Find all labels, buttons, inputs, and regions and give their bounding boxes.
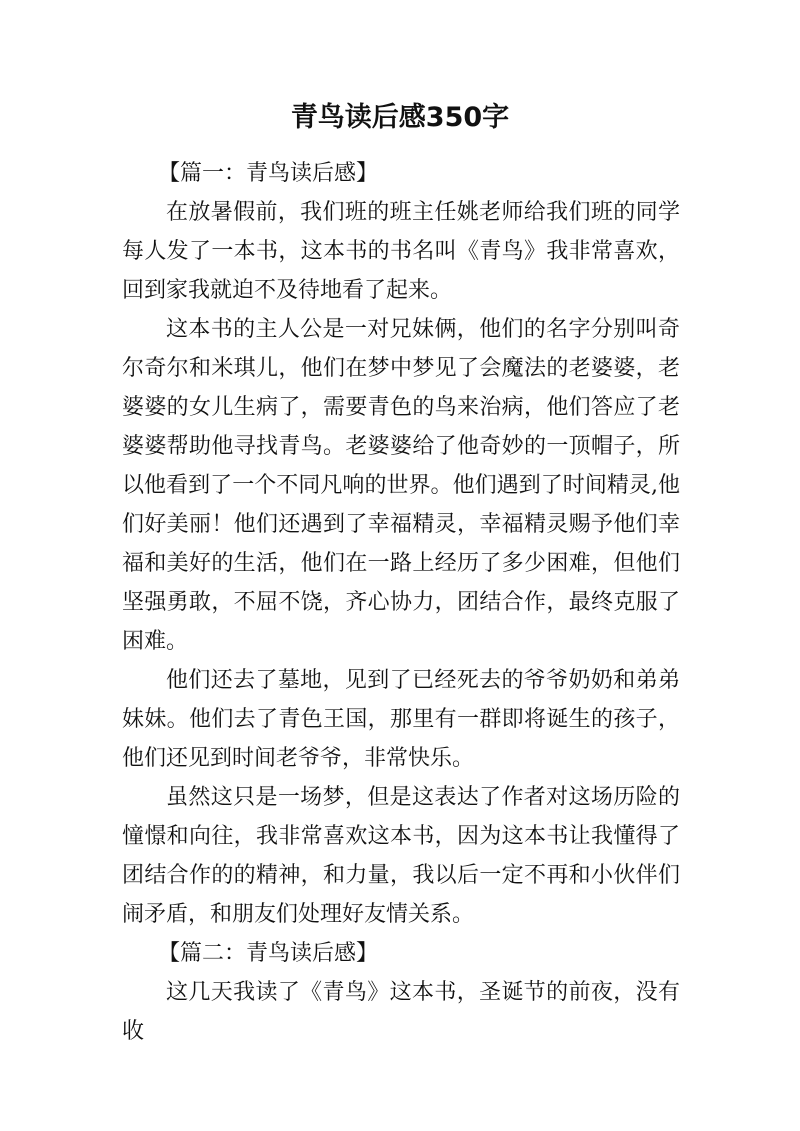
paragraph: 他们还去了墓地，见到了已经死去的爷爷奶奶和弟弟妹妹。他们去了青色王国，那里有一群即将诞生的孩子，他们还见到时间老爷爷，非常快乐。 [122, 668, 680, 771]
document-body [122, 154, 680, 1051]
paragraph: 虽然这只是一场梦，但是这表达了作者对这场历险的憧憬和向往，我非常喜欢这本书，因为这本书让我懂得了团结合作的的精神，和力量，我以后一定不再和小伙伴们闹矛盾，和朋友们处理好友情关系。 [122, 785, 680, 927]
section-heading: 【篇二：青鸟读后感】 [158, 941, 379, 966]
paragraph: 在放暑假前，我们班的班主任姚老师给我们班的同学每人发了一本书，这本书的书名叫《青鸟》我非常喜欢，回到家我就迫不及待地看了起来。 [122, 200, 680, 303]
paragraph: 这本书的主人公是一对兄妹俩，他们的名字分别叫奇尔奇尔和米琪儿，他们在梦中梦见了会魔法的老婆婆，老婆婆的女儿生病了，需要青色的鸟来治病，他们答应了老婆婆帮助他寻找青鸟。老婆婆给了他奇妙的一顶帽子，所以他看到了一个不同凡响的世界。他们遇到了时间精灵,他们好美丽！他们还遇到了幸福精灵，幸福精灵赐予他们幸福和美好的生活，他们在一路上经历了多少困难，但他们坚强勇敢，不屈不饶，齐心协力，团结合作，最终克服了困难。 [122, 317, 680, 654]
section-heading: 【篇一：青鸟读后感】 [158, 161, 379, 186]
paragraph: 这几天我读了《青鸟》这本书，圣诞节的前夜，没有收 [122, 980, 680, 1044]
document-title: 青鸟读后感350字 [290, 102, 510, 133]
